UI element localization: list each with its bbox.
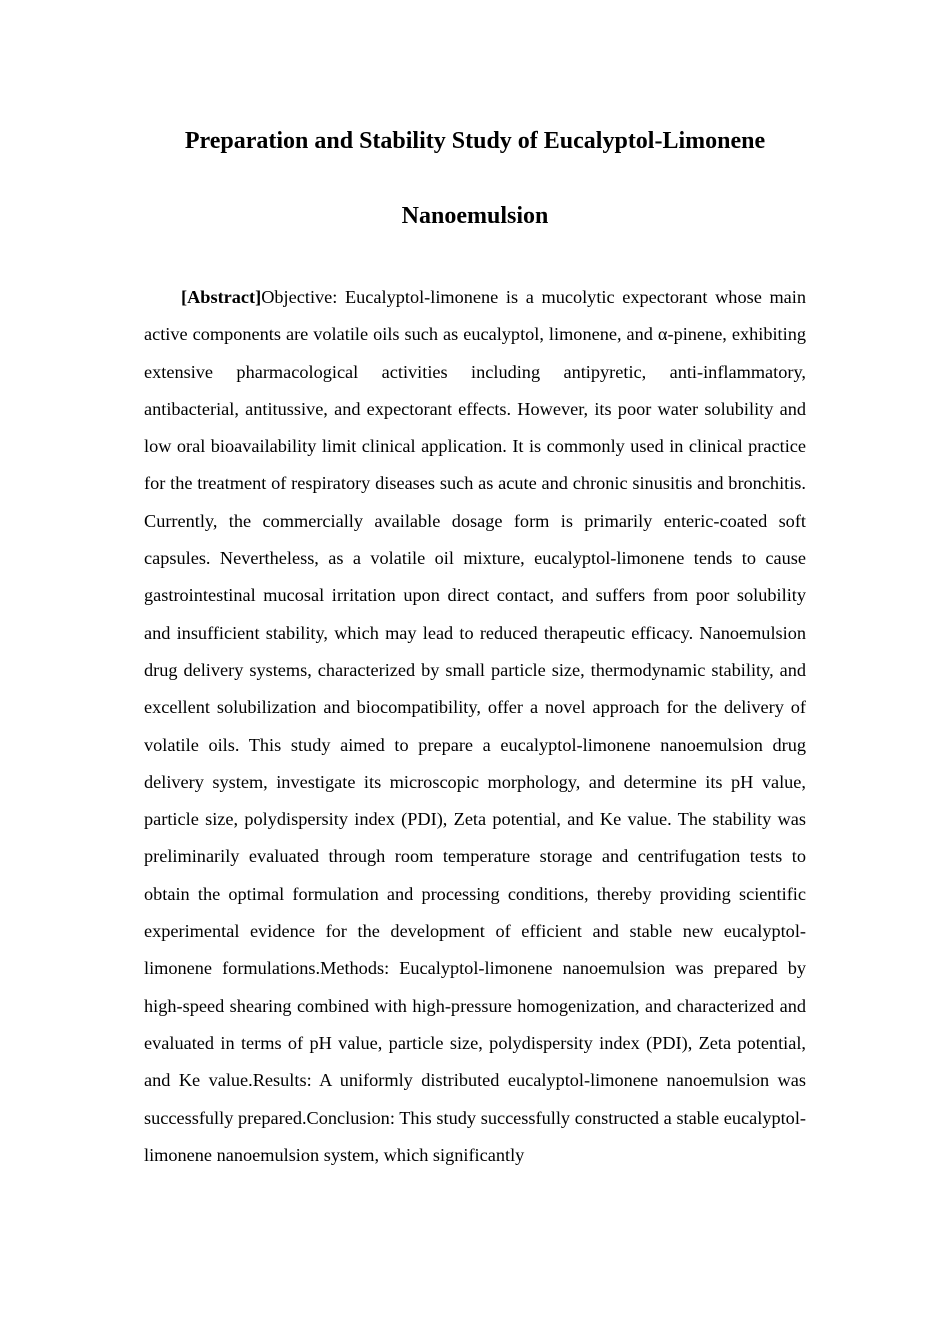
abstract-paragraph (144, 279, 806, 1174)
abstract-label: [Abstract] (181, 287, 262, 307)
paper-title-line-2: Nanoemulsion (401, 203, 549, 229)
abstract-text: Objective: Eucalyptol-limonene is a mucolytic expectorant whose main active components are volatile oils such as eucalyptol, limonene, and α-pinene, exhibiting extensive pharmacological activities including antipyretic, anti-inflammatory, antibacterial, antitussive, and expectorant effects. However, its poor water solubility and low oral bioavailability limit clinical application. It is commonly used in clinical practice for the treatment of respiratory diseases such as acute and chronic sinusitis and bronchitis. Currently, the commercially available dosage form is primarily enteric-coated soft capsules. Nevertheless, as a volatile oil mixture, eucalyptol-limonene tends to cause gastrointestinal mucosal irritation upon direct contact, and suffers from poor solubility and insufficient stability, which may lead to reduced therapeutic efficacy. Nanoemulsion drug delivery systems, characterized by small particle size, thermodynamic stability, and excellent solubilization and biocompatibility, offer a novel approach for the delivery of volatile oils. This study aimed to prepare a eucalyptol-limonene nanoemulsion drug delivery system, investigate its microscopic morphology, and determine its pH value, particle size, polydispersity index (PDI), Zeta potential, and Ke value. The stability was preliminarily evaluated through room temperature storage and centrifugation tests to obtain the optimal formulation and processing conditions, thereby providing scientific experimental evidence for the development of efficient and stable new eucalyptol-limonene formulations.Methods: Eucalyptol-limonene nanoemulsion was prepared by high-speed shearing combined with high-pressure homogenization, and characterized and evaluated in terms of pH value, particle size, polydispersity index (PDI), Zeta potential, and Ke value.Results: A uniformly distributed eucalyptol-limonene nanoemulsion was successfully prepared.Conclusion: This study successfully constructed a stable eucalyptol-limonene nanoemulsion system, which significantly (144, 287, 806, 1165)
paper-title-line-1: Preparation and Stability Study of Eucalyptol-Limonene (184, 128, 766, 154)
